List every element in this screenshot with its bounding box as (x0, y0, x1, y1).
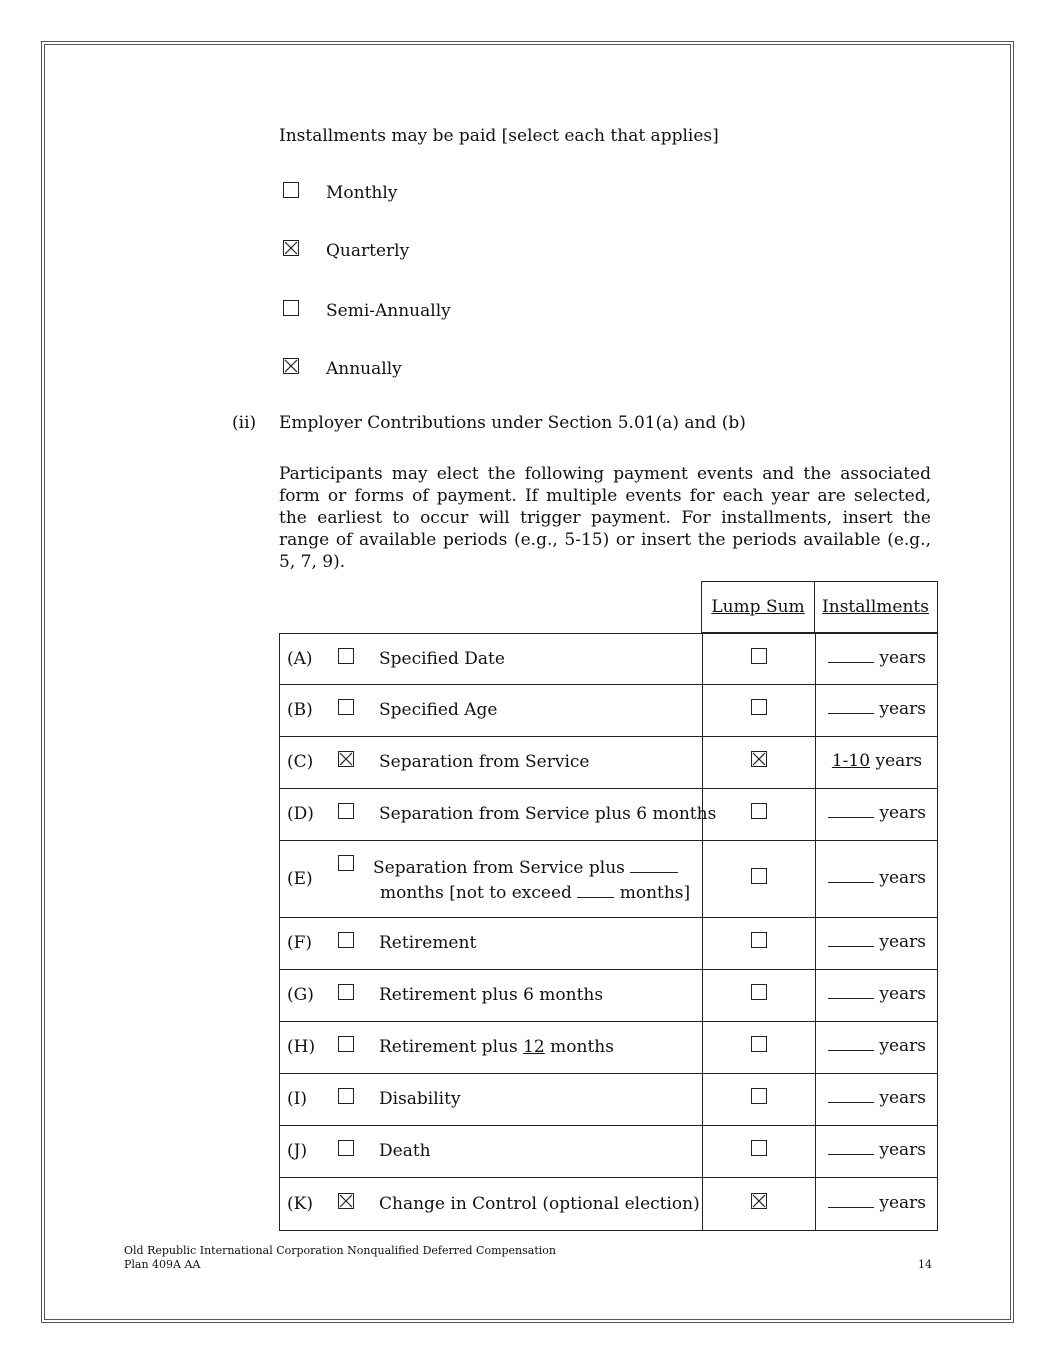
event-label (379, 1037, 614, 1057)
row-letter: (E) (287, 869, 313, 889)
row-letter: (K) (287, 1194, 313, 1214)
event-label: Death (379, 1141, 431, 1161)
frequency-checkbox[interactable] (283, 240, 299, 256)
max-months-blank[interactable] (577, 883, 614, 898)
installment-years (827, 699, 927, 719)
row-letter: (I) (287, 1089, 307, 1109)
table-row (279, 789, 938, 841)
event-checkbox[interactable] (338, 855, 354, 871)
years-word: years (879, 1036, 927, 1056)
section-number: (ii) (232, 413, 257, 433)
installment-blank[interactable] (828, 699, 874, 714)
event-label: Specified Age (379, 700, 498, 720)
installment-years (827, 1193, 927, 1213)
event-label-number: 12 (523, 1037, 545, 1057)
table-row (279, 737, 938, 789)
installment-blank[interactable] (828, 932, 874, 947)
installment-years (827, 984, 927, 1004)
lump-sum-checkbox[interactable] (751, 984, 767, 1000)
frequency-checkbox[interactable] (283, 182, 299, 198)
table-row (279, 685, 938, 737)
frequency-label: Quarterly (326, 241, 410, 261)
table-row (279, 633, 938, 685)
table-header (701, 581, 938, 633)
frequency-label: Annually (326, 359, 402, 379)
header-installments: Installments (822, 597, 929, 617)
lump-sum-checkbox[interactable] (751, 932, 767, 948)
event-label: Specified Date (379, 649, 505, 669)
lump-sum-checkbox[interactable] (751, 803, 767, 819)
event-label: Retirement plus 6 months (379, 985, 604, 1005)
event-checkbox[interactable] (338, 1140, 354, 1156)
page-number: 14 (918, 1258, 932, 1271)
installment-blank[interactable] (828, 984, 874, 999)
event-label: Separation from Service (379, 752, 590, 772)
installment-years (827, 751, 927, 771)
check-x-icon (284, 359, 298, 373)
check-x-icon (339, 1194, 353, 1208)
years-word: years (879, 868, 927, 888)
event-checkbox[interactable] (338, 1193, 354, 1209)
event-checkbox[interactable] (338, 932, 354, 948)
table-row (279, 970, 938, 1022)
installment-years (827, 1140, 927, 1160)
event-checkbox[interactable] (338, 699, 354, 715)
years-word: years (879, 1193, 927, 1213)
table-row (279, 1126, 938, 1178)
installment-years (827, 932, 927, 952)
frequency-label: Semi-Annually (326, 301, 451, 321)
check-x-icon (339, 752, 353, 766)
months-blank[interactable] (630, 858, 678, 873)
frequency-checkbox[interactable] (283, 300, 299, 316)
installment-years (827, 868, 927, 888)
years-word: years (879, 932, 927, 952)
event-label-line1: Separation from Service plus (373, 858, 625, 878)
years-word: years (879, 1088, 927, 1108)
section-title: Employer Contributions under Section 5.01(a) and (b) (279, 413, 746, 433)
lump-sum-checkbox[interactable] (751, 648, 767, 664)
event-label: Change in Control (optional election) (379, 1194, 700, 1214)
event-checkbox[interactable] (338, 1036, 354, 1052)
installment-blank[interactable] (828, 1193, 874, 1208)
lump-sum-checkbox[interactable] (751, 1036, 767, 1052)
event-label-b: months (550, 1037, 614, 1057)
check-x-icon (752, 1194, 766, 1208)
lump-sum-checkbox[interactable] (751, 1193, 767, 1209)
years-word: years (879, 984, 927, 1004)
lump-sum-checkbox[interactable] (751, 1140, 767, 1156)
installment-blank[interactable] (828, 1088, 874, 1103)
installment-years (827, 803, 927, 823)
installments-intro: Installments may be paid [select each that applies] (279, 126, 719, 146)
lump-sum-checkbox[interactable] (751, 751, 767, 767)
event-checkbox[interactable] (338, 803, 354, 819)
row-letter: (H) (287, 1037, 316, 1057)
installment-range: 1-10 (831, 751, 871, 771)
lump-sum-checkbox[interactable] (751, 868, 767, 884)
lump-sum-checkbox[interactable] (751, 699, 767, 715)
table-row (279, 1074, 938, 1126)
row-letter: (F) (287, 933, 313, 953)
event-checkbox[interactable] (338, 751, 354, 767)
row-letter: (J) (287, 1141, 308, 1161)
installment-blank[interactable] (828, 1140, 874, 1155)
event-label-line2b: months] (619, 883, 691, 903)
event-checkbox[interactable] (338, 648, 354, 664)
footer-line-2: Plan 409A AA (124, 1258, 201, 1271)
table-row (279, 1022, 938, 1074)
frequency-label: Monthly (326, 183, 398, 203)
event-label-line2a: months [not to exceed (380, 883, 572, 903)
event-checkbox[interactable] (338, 984, 354, 1000)
event-label: Separation from Service plus 6 months (379, 804, 717, 824)
section-paragraph: Participants may elect the following payment events and the associated form or forms of payment. If multiple events for each year are selected, the earliest to occur will trigger payment. For installments, insert the range of available periods (e.g., 5-15) or insert the periods available (e.g., 5, 7, 9). (279, 464, 931, 572)
installment-years (827, 648, 927, 668)
years-word: years (879, 699, 927, 719)
event-checkbox[interactable] (338, 1088, 354, 1104)
years-word: years (879, 1140, 927, 1160)
frequency-checkbox[interactable] (283, 358, 299, 374)
event-label (373, 856, 690, 906)
years-word: years (879, 803, 927, 823)
years-word: years (879, 648, 927, 668)
row-letter: (B) (287, 700, 313, 720)
event-label-a: Retirement plus (379, 1037, 518, 1057)
installment-years (827, 1036, 927, 1056)
row-letter: (C) (287, 752, 314, 772)
row-letter: (G) (287, 985, 314, 1005)
check-x-icon (284, 241, 298, 255)
installment-blank[interactable] (828, 868, 874, 883)
event-label: Retirement (379, 933, 477, 953)
table-row (279, 841, 938, 918)
check-x-icon (752, 752, 766, 766)
years-word: years (875, 751, 923, 771)
table-row (279, 1178, 938, 1231)
table-row (279, 918, 938, 970)
installment-blank[interactable] (828, 1036, 874, 1051)
event-label: Disability (379, 1089, 461, 1109)
installment-years (827, 1088, 927, 1108)
footer-line-1: Old Republic International Corporation Nonqualified Deferred Compensation (124, 1244, 556, 1257)
row-letter: (A) (287, 649, 313, 669)
installment-blank[interactable] (828, 648, 874, 663)
lump-sum-checkbox[interactable] (751, 1088, 767, 1104)
row-letter: (D) (287, 804, 314, 824)
header-lump-sum: Lump Sum (702, 582, 815, 632)
installment-blank[interactable] (828, 803, 874, 818)
